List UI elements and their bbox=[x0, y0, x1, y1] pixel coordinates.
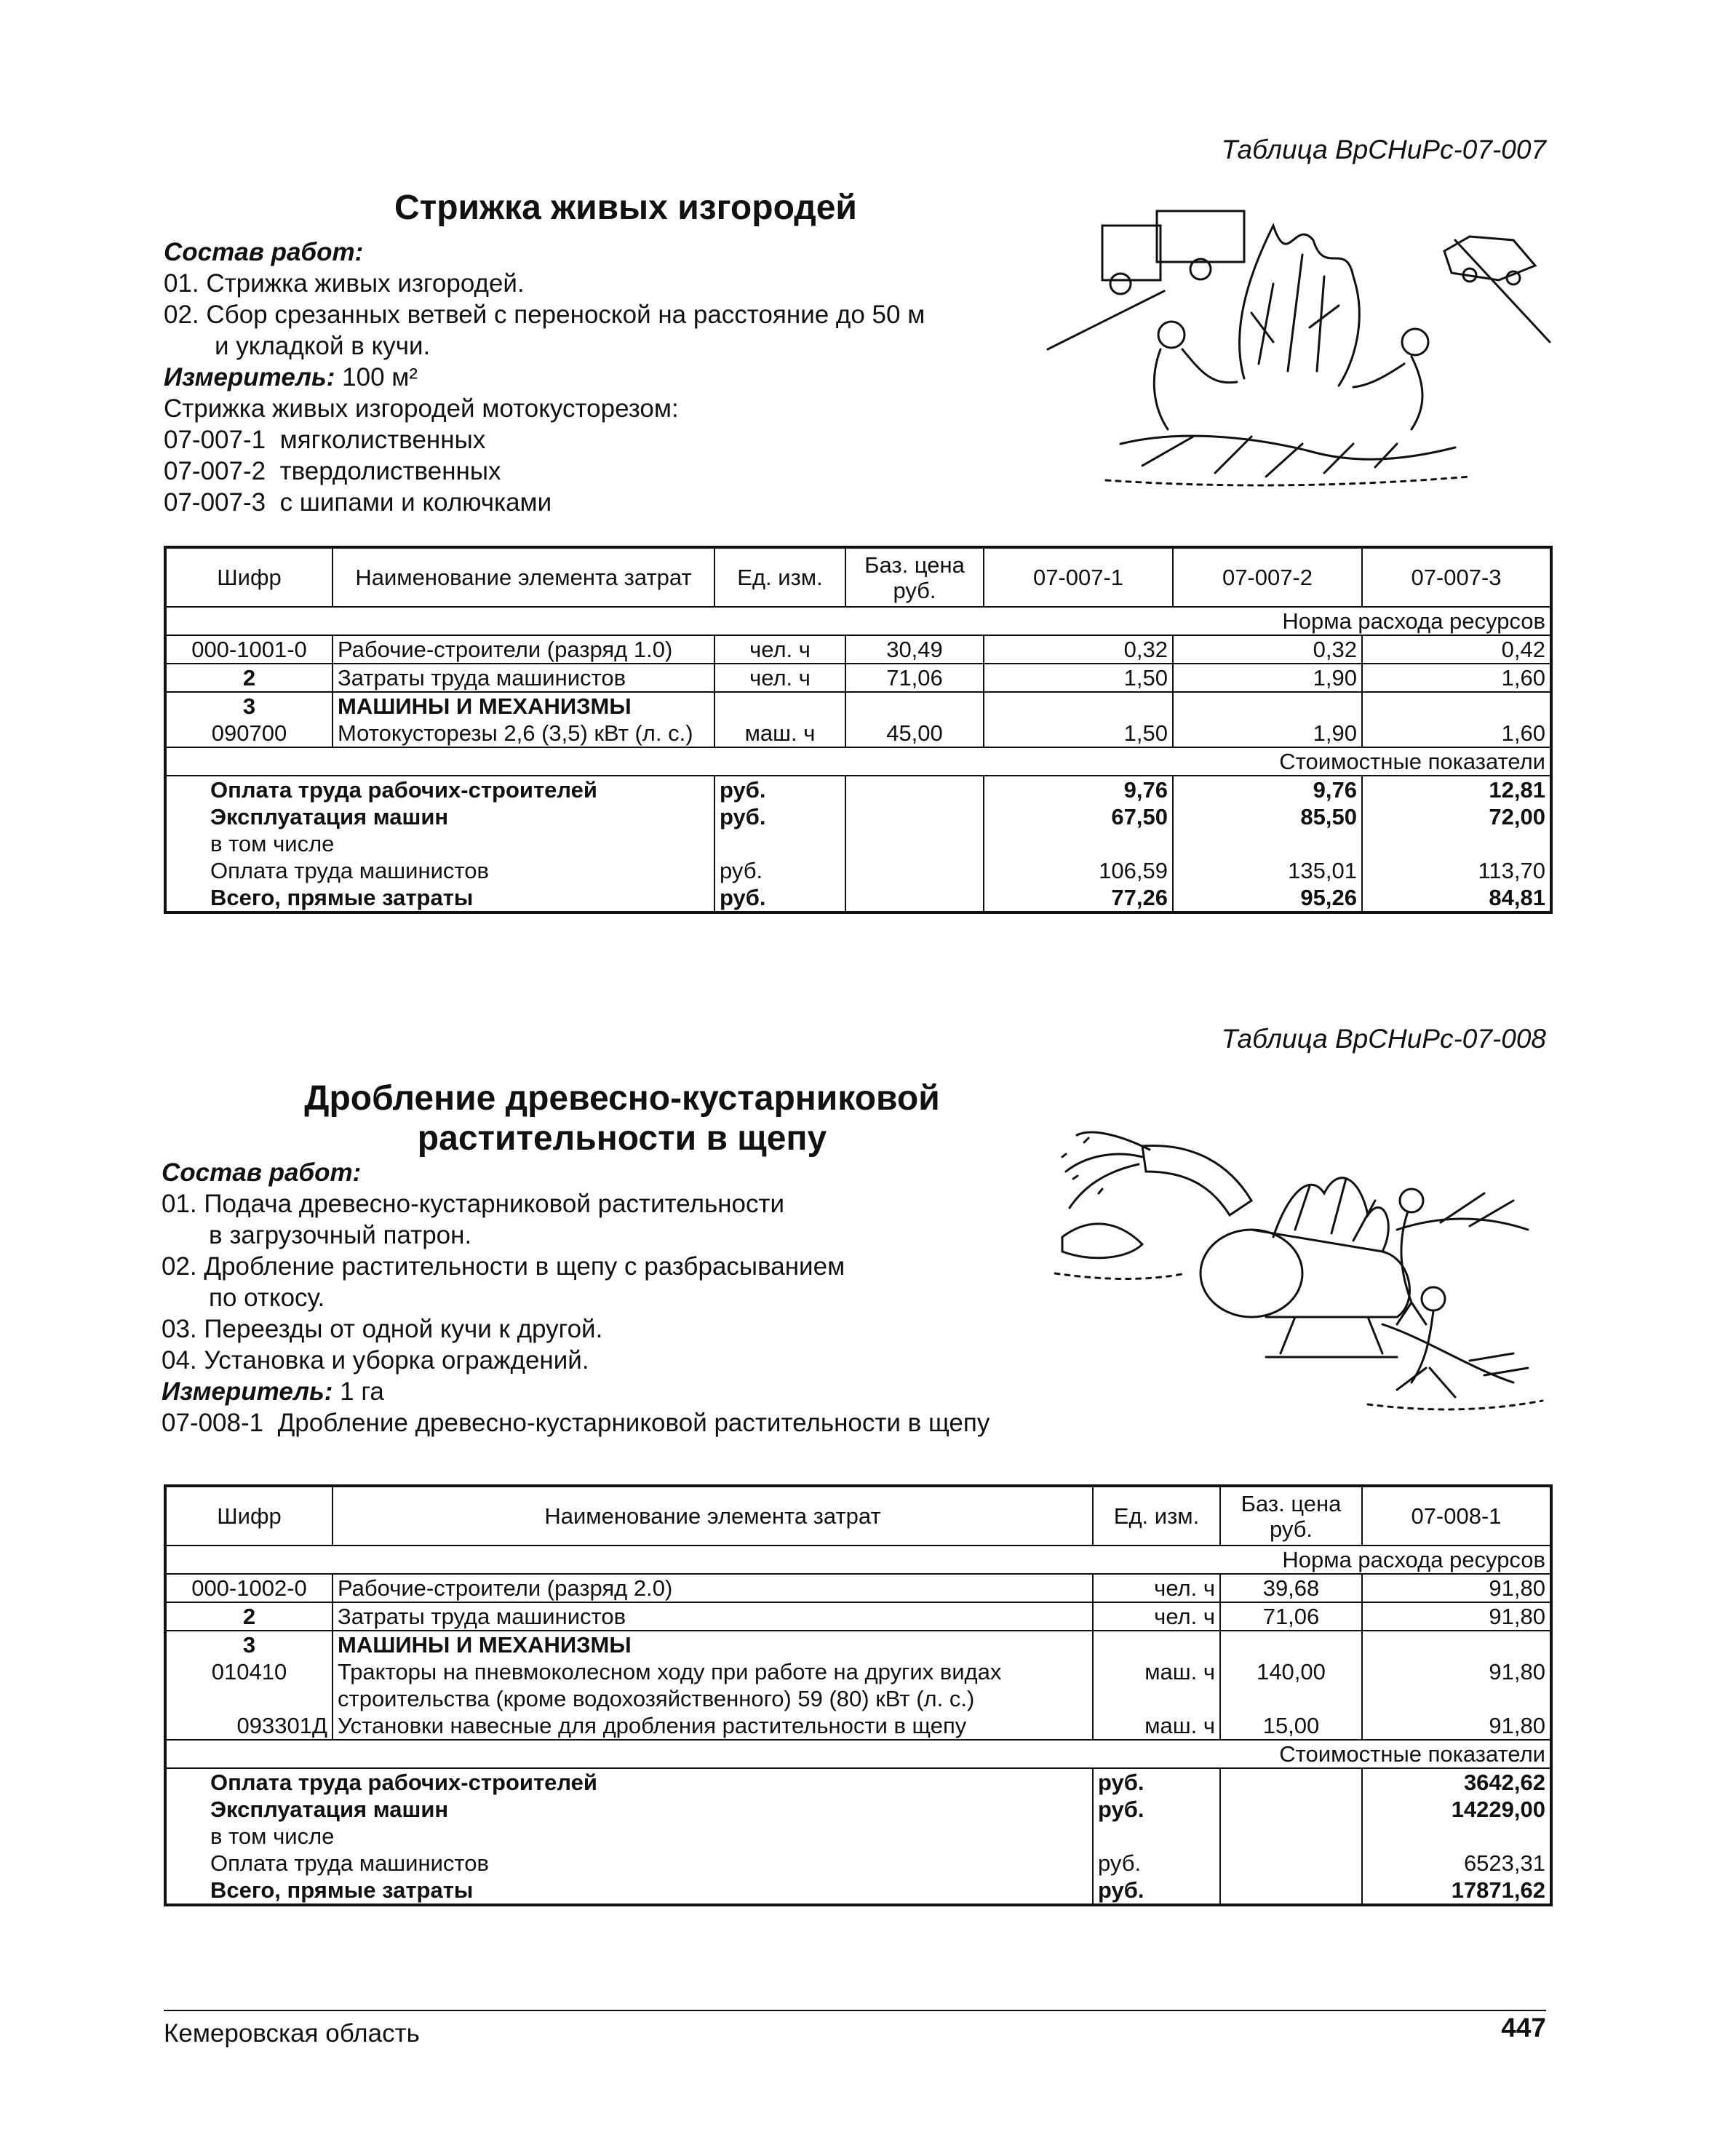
cost-label: Стоимостные показатели bbox=[165, 747, 1551, 776]
table-row bbox=[165, 1712, 1551, 1740]
resource-table-07-007 bbox=[164, 546, 1553, 914]
header-col-2: 07-007-2 bbox=[1173, 547, 1362, 607]
cost-name: Всего, прямые затраты bbox=[165, 884, 714, 912]
cell-price: 140,00 bbox=[1220, 1658, 1362, 1712]
cell-code: 000-1002-0 bbox=[165, 1574, 333, 1602]
table-row bbox=[165, 664, 1551, 692]
norm-label: Норма расхода ресурсов bbox=[165, 1546, 1551, 1574]
cost-unit: руб. bbox=[1093, 1768, 1220, 1796]
work-step: 03. Переезды от одной кучи к другой. bbox=[162, 1315, 603, 1343]
cost-value: 3642,62 bbox=[1362, 1768, 1551, 1796]
cell-unit: чел. ч bbox=[1093, 1574, 1220, 1602]
measure-line bbox=[164, 362, 925, 393]
cost-row bbox=[165, 803, 1551, 830]
cost-value: 85,50 bbox=[1173, 803, 1362, 830]
work-step: 01. Подача древесно-кустарниковой растительности bbox=[162, 1190, 785, 1218]
header-unit: Ед. изм. bbox=[714, 547, 845, 607]
cost-value: 17871,62 bbox=[1362, 1877, 1551, 1905]
section-title-wood-chipping bbox=[240, 1078, 1004, 1158]
table-row bbox=[165, 720, 1551, 747]
cost-name: Всего, прямые затраты bbox=[165, 1877, 1093, 1905]
description: Стрижка живых изгородей мотокусторезом: bbox=[164, 394, 679, 423]
cell-name: МАШИНЫ И МЕХАНИЗМЫ bbox=[333, 1631, 1093, 1658]
cell-price: 45,00 bbox=[845, 720, 984, 747]
cell-value: 1,60 bbox=[1362, 664, 1551, 692]
composition-heading: Состав работ: bbox=[162, 1158, 362, 1187]
cost-unit: руб. bbox=[1093, 1850, 1220, 1877]
cost-value: 77,26 bbox=[984, 884, 1173, 912]
table-row bbox=[165, 1658, 1551, 1712]
measure-value: 1 га bbox=[333, 1377, 384, 1406]
cost-value: 6523,31 bbox=[1362, 1850, 1551, 1877]
cell-unit: чел. ч bbox=[714, 635, 845, 664]
section-title-hedge-trimming: Стрижка живых изгородей bbox=[394, 188, 857, 227]
cell-code: 3 bbox=[165, 692, 333, 720]
cost-name: Оплата труда машинистов bbox=[165, 857, 714, 884]
cost-row bbox=[165, 1877, 1551, 1905]
page-number: 447 bbox=[1501, 2013, 1546, 2042]
norm-label-row bbox=[165, 607, 1551, 635]
cell-code: 090700 bbox=[165, 720, 333, 747]
cost-name: Эксплуатация машин bbox=[165, 1796, 1093, 1823]
norm-label-row bbox=[165, 1546, 1551, 1574]
variant-name: твердолиственных bbox=[279, 457, 501, 485]
cell-code: 000-1001-0 bbox=[165, 635, 333, 664]
variant-line bbox=[162, 1407, 990, 1439]
cost-value: 95,26 bbox=[1173, 884, 1362, 912]
table-label-07-007: Таблица ВрСНиРс-07-007 bbox=[1221, 135, 1546, 164]
cell-unit: маш. ч bbox=[714, 720, 845, 747]
cell-name: Установки навесные для дробления растительности в щепу bbox=[333, 1712, 1093, 1740]
cost-name: Эксплуатация машин bbox=[165, 803, 714, 830]
variant-line bbox=[164, 456, 925, 487]
work-step: 02. Сбор срезанных ветвей с переноской на расстояние до 50 м bbox=[164, 301, 925, 329]
section1-intro bbox=[164, 236, 925, 518]
table-row bbox=[165, 1631, 1551, 1658]
cost-row bbox=[165, 1768, 1551, 1796]
title-line: Дробление древесно-кустарниковой bbox=[304, 1079, 940, 1118]
cost-unit: руб. bbox=[1093, 1877, 1220, 1905]
cost-row bbox=[165, 884, 1551, 912]
cost-value: 9,76 bbox=[984, 776, 1173, 803]
table-row bbox=[165, 635, 1551, 664]
cell-value: 91,80 bbox=[1362, 1574, 1551, 1602]
cost-name: в том числе bbox=[165, 1823, 1093, 1850]
cell-price: 15,00 bbox=[1220, 1712, 1362, 1740]
cost-unit: руб. bbox=[714, 776, 845, 803]
header-code: Шифр bbox=[165, 547, 333, 607]
variant-code: 07-007-2 bbox=[164, 457, 266, 485]
cell-price: 30,49 bbox=[845, 635, 984, 664]
work-step: в загрузочный патрон. bbox=[209, 1221, 472, 1249]
measure-line bbox=[162, 1376, 990, 1407]
cost-row bbox=[165, 1796, 1551, 1823]
cost-unit: руб. bbox=[714, 884, 845, 912]
table-label-07-008: Таблица ВрСНиРс-07-008 bbox=[1221, 1024, 1546, 1054]
cell-code: 2 bbox=[165, 664, 333, 692]
cost-row bbox=[165, 1823, 1551, 1850]
cost-row bbox=[165, 830, 1551, 857]
header-col-1: 07-007-1 bbox=[984, 547, 1173, 607]
variant-name: Дробление древесно-кустарниковой растительности в щепу bbox=[277, 1409, 990, 1437]
table-header-row bbox=[165, 1486, 1551, 1546]
table-row bbox=[165, 1602, 1551, 1631]
cell-unit: чел. ч bbox=[714, 664, 845, 692]
cost-label-row bbox=[165, 1740, 1551, 1768]
header-code: Шифр bbox=[165, 1486, 333, 1546]
work-step: 04. Установка и уборка ограждений. bbox=[162, 1346, 589, 1375]
header-price: Баз. цена руб. bbox=[1220, 1486, 1362, 1546]
resource-table-07-008 bbox=[164, 1484, 1553, 1906]
cost-row bbox=[165, 1850, 1551, 1877]
measure-value: 100 м² bbox=[335, 363, 418, 391]
norm-label: Норма расхода ресурсов bbox=[165, 607, 1551, 635]
variant-code: 07-008-1 bbox=[162, 1409, 264, 1437]
cell-value: 1,90 bbox=[1173, 720, 1362, 747]
wood-chipper-illustration bbox=[1033, 1106, 1557, 1426]
variant-code: 07-007-1 bbox=[164, 426, 266, 454]
cell-value: 0,32 bbox=[1173, 635, 1362, 664]
cell-name: МАШИНЫ И МЕХАНИЗМЫ bbox=[333, 692, 714, 720]
measure-label: Измеритель: bbox=[164, 363, 335, 391]
cell-name: Рабочие-строители (разряд 1.0) bbox=[333, 635, 714, 664]
cell-code: 2 bbox=[165, 1602, 333, 1631]
cost-name: в том числе bbox=[165, 830, 714, 857]
footer-divider bbox=[164, 2010, 1546, 2011]
cost-label-row bbox=[165, 747, 1551, 776]
cell-value: 1,50 bbox=[984, 720, 1173, 747]
section2-intro bbox=[162, 1157, 990, 1439]
cell-value: 91,80 bbox=[1362, 1602, 1551, 1631]
cell-unit: чел. ч bbox=[1093, 1602, 1220, 1631]
cost-value: 135,01 bbox=[1173, 857, 1362, 884]
work-step: 01. Стрижка живых изгородей. bbox=[164, 269, 525, 298]
cost-name: Оплата труда рабочих-строителей bbox=[165, 776, 714, 803]
cost-value: 84,81 bbox=[1362, 884, 1551, 912]
cost-value: 14229,00 bbox=[1362, 1796, 1551, 1823]
header-name: Наименование элемента затрат bbox=[333, 547, 714, 607]
cost-row bbox=[165, 857, 1551, 884]
cost-name: Оплата труда машинистов bbox=[165, 1850, 1093, 1877]
cell-value: 0,32 bbox=[984, 635, 1173, 664]
cost-value: 9,76 bbox=[1173, 776, 1362, 803]
composition-heading: Состав работ: bbox=[164, 238, 364, 266]
cell-name: Мотокусторезы 2,6 (3,5) кВт (л. с.) bbox=[333, 720, 714, 747]
cell-price: 71,06 bbox=[1220, 1602, 1362, 1631]
header-price: Баз. цена руб. bbox=[845, 547, 984, 607]
cell-price: 39,68 bbox=[1220, 1574, 1362, 1602]
cell-code: 010410 bbox=[165, 1658, 333, 1712]
work-step: по откосу. bbox=[209, 1284, 325, 1312]
cell-name: Затраты труда машинистов bbox=[333, 1602, 1093, 1631]
cell-name: Затраты труда машинистов bbox=[333, 664, 714, 692]
cost-value: 67,50 bbox=[984, 803, 1173, 830]
variant-line bbox=[164, 487, 925, 518]
title-line: растительности в щепу bbox=[417, 1119, 827, 1158]
cell-code: 093301Д bbox=[165, 1712, 333, 1740]
work-step: и укладкой в кучи. bbox=[215, 332, 431, 360]
measure-label: Измеритель: bbox=[162, 1377, 333, 1406]
cell-value: 1,60 bbox=[1362, 720, 1551, 747]
cell-price: 71,06 bbox=[845, 664, 984, 692]
cell-name: Тракторы на пневмоколесном ходу при работе на других видах строительства (кроме водохозяйственного) 59 (80) кВт (л. с.) bbox=[333, 1658, 1093, 1712]
cost-value: 106,59 bbox=[984, 857, 1173, 884]
cost-unit: руб. bbox=[1093, 1796, 1220, 1823]
cell-unit: маш. ч bbox=[1093, 1712, 1220, 1740]
cost-value: 72,00 bbox=[1362, 803, 1551, 830]
cost-label: Стоимостные показатели bbox=[165, 1740, 1551, 1768]
cell-value: 1,90 bbox=[1173, 664, 1362, 692]
variant-code: 07-007-3 bbox=[164, 488, 266, 517]
footer-region: Кемеровская область bbox=[164, 2019, 420, 2048]
cell-code: 3 bbox=[165, 1631, 333, 1658]
cell-name: Рабочие-строители (разряд 2.0) bbox=[333, 1574, 1093, 1602]
cell-unit: маш. ч bbox=[1093, 1658, 1220, 1712]
variant-name: с шипами и колючками bbox=[279, 488, 552, 517]
cost-value: 113,70 bbox=[1362, 857, 1551, 884]
header-unit: Ед. изм. bbox=[1093, 1486, 1220, 1546]
variant-name: мягколиственных bbox=[279, 426, 486, 454]
cell-value: 0,42 bbox=[1362, 635, 1551, 664]
header-col-3: 07-007-3 bbox=[1362, 547, 1551, 607]
cost-row bbox=[165, 776, 1551, 803]
table-row bbox=[165, 1574, 1551, 1602]
table-row bbox=[165, 692, 1551, 720]
work-step: 02. Дробление растительности в щепу с разбрасыванием bbox=[162, 1252, 845, 1281]
cell-value: 1,50 bbox=[984, 664, 1173, 692]
cost-value: 12,81 bbox=[1362, 776, 1551, 803]
table-header-row bbox=[165, 547, 1551, 607]
cost-unit: руб. bbox=[714, 857, 845, 884]
header-col-1: 07-008-1 bbox=[1362, 1486, 1551, 1546]
cell-value: 91,80 bbox=[1362, 1712, 1551, 1740]
variant-line bbox=[164, 424, 925, 456]
cell-value: 91,80 bbox=[1362, 1658, 1551, 1712]
cost-name: Оплата труда рабочих-строителей bbox=[165, 1768, 1093, 1796]
header-name: Наименование элемента затрат bbox=[333, 1486, 1093, 1546]
hedge-trimming-illustration bbox=[1033, 196, 1557, 495]
cost-unit: руб. bbox=[714, 803, 845, 830]
